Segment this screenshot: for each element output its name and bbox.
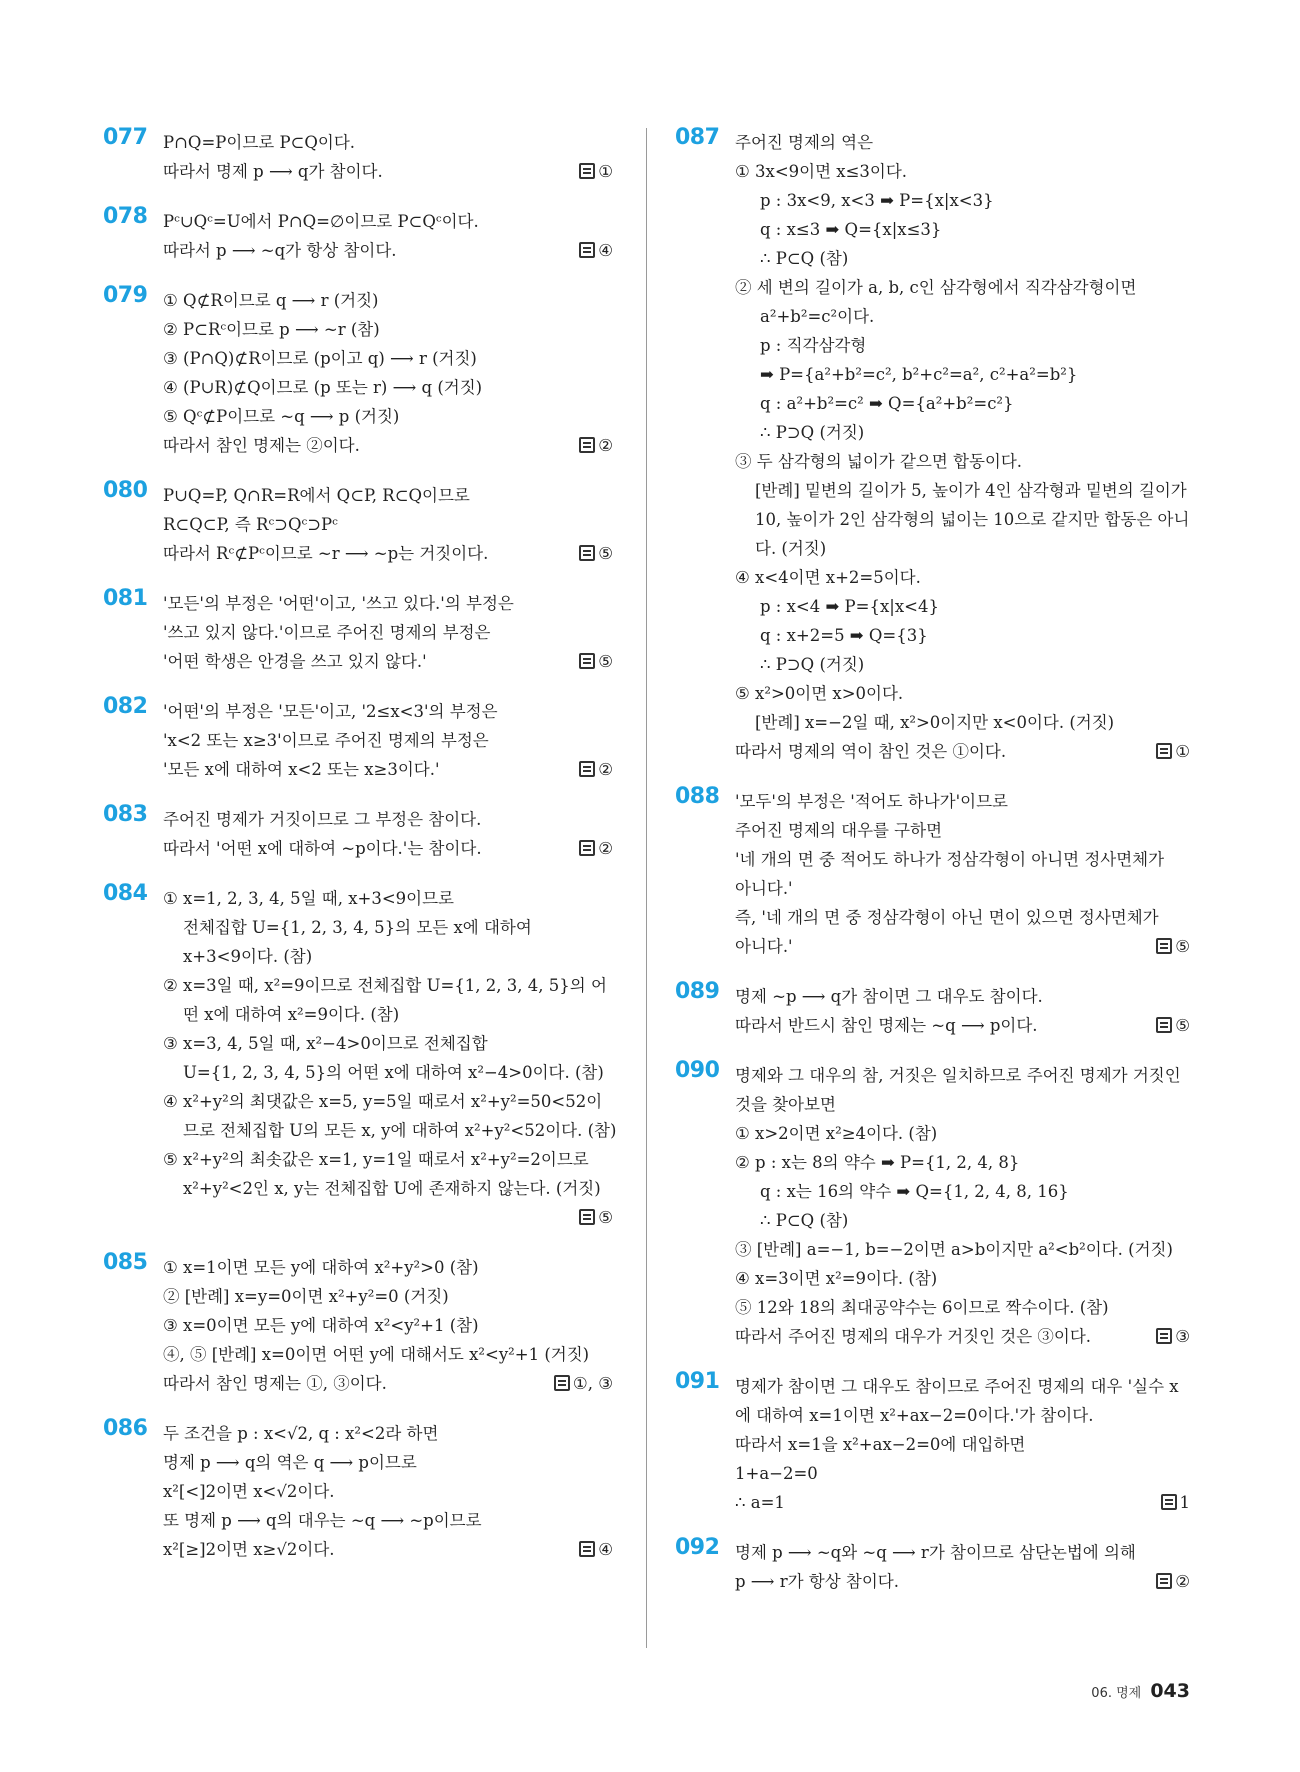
solution-line	[735, 186, 1190, 215]
problem-number: 089	[675, 979, 720, 1004]
answer-mark-icon	[579, 437, 595, 453]
answer-value: ①	[598, 162, 613, 181]
answer-value: ④	[598, 241, 613, 260]
answer-mark-icon	[554, 1375, 570, 1391]
line-text: ∴ a=1	[735, 1493, 785, 1512]
line-text: ∴ P⊂Q (참)	[760, 249, 849, 268]
answer-label	[579, 647, 613, 676]
solution-line	[163, 207, 613, 236]
line-text: ① x=1, 2, 3, 4, 5일 때, x+3<9이므로	[163, 889, 454, 908]
line-text: ③ x=3, 4, 5일 때, x²−4>0이므로 전체집합	[163, 1034, 488, 1053]
problem-number: 088	[675, 784, 720, 809]
answer-mark-icon	[579, 545, 595, 561]
line-text: ④ (P∪R)⊄Q이므로 (p 또는 r) ⟶ q (거짓)	[163, 378, 483, 397]
answer-mark-icon	[579, 653, 595, 669]
solution-line	[163, 805, 613, 834]
line-text: 주어진 명제가 거짓이므로 그 부정은 참이다.	[163, 810, 482, 829]
answer-label	[554, 1369, 613, 1398]
answer-label	[579, 755, 613, 784]
solution-line	[735, 1011, 1190, 1040]
answer-mark-icon	[579, 1541, 595, 1557]
line-text: 따라서 x=1을 x²+ax−2=0에 대입하면	[735, 1435, 1026, 1454]
solution-line	[163, 913, 613, 942]
solution-line	[163, 726, 613, 755]
line-text: 에 대하여 x=1이면 x²+ax−2=0이다.'가 참이다.	[735, 1406, 1094, 1425]
problem-079	[103, 283, 613, 460]
solution-line	[735, 215, 1190, 244]
problem-number: 091	[675, 1369, 720, 1394]
line-text: q : x+2=5 ➡ Q={3}	[760, 626, 928, 645]
line-text: [반례] x=−2일 때, x²>0이지만 x<0이다. (거짓)	[755, 713, 1115, 732]
answer-mark-icon	[1156, 1573, 1172, 1589]
solution-line	[735, 476, 1190, 505]
line-text: 따라서 '어떤 x에 대하여 ~p이다.'는 참이다.	[163, 839, 482, 858]
solution-line	[735, 1372, 1190, 1401]
line-text: 따라서 Rᶜ⊄Pᶜ이므로 ~r ⟶ ~p는 거짓이다.	[163, 544, 489, 563]
line-text: x²[≥]2이면 x≥√2이다.	[163, 1540, 335, 1559]
problem-078	[103, 204, 613, 265]
chapter-label: 06. 명제	[1091, 1686, 1142, 1701]
line-text: x²+y²<2인 x, y는 전체집합 U에 존재하지 않는다. (거짓)	[183, 1179, 601, 1198]
solution-line	[163, 647, 613, 676]
answer-label	[1156, 1011, 1190, 1040]
answer-mark-icon	[579, 163, 595, 179]
line-text: 주어진 명제의 역은	[735, 133, 874, 152]
solution-line	[163, 834, 613, 863]
answer-mark-icon	[579, 242, 595, 258]
line-text: 전체집합 U={1, 2, 3, 4, 5}의 모든 x에 대하여	[183, 918, 532, 937]
solution-line	[735, 1206, 1190, 1235]
answer-label	[579, 834, 613, 863]
problem-082	[103, 694, 613, 784]
solution-line	[735, 1322, 1190, 1351]
solution-line	[163, 884, 613, 913]
solution-line	[163, 971, 613, 1000]
solution-line	[735, 932, 1190, 961]
solution-line	[735, 708, 1190, 737]
answer-value: ⑤	[598, 1208, 613, 1227]
line-text: ④, ⑤ [반례] x=0이면 어떤 y에 대해서도 x²<y²+1 (거짓)	[163, 1345, 590, 1364]
solution-line	[735, 1488, 1190, 1517]
solution-line	[735, 505, 1190, 534]
solution-line	[735, 389, 1190, 418]
solution-line	[163, 1340, 613, 1369]
solution-line	[735, 360, 1190, 389]
line-text: ∴ P⊂Q (참)	[760, 1211, 849, 1230]
solution-line	[735, 128, 1190, 157]
solution-line	[163, 1203, 613, 1232]
line-text: 아니다.'	[735, 937, 793, 956]
answer-label	[579, 431, 613, 460]
answer-value: ⑤	[1175, 937, 1190, 956]
answer-mark-icon	[579, 761, 595, 777]
solution-line	[735, 1177, 1190, 1206]
solution-line	[163, 315, 613, 344]
line-text: 주어진 명제의 대우를 구하면	[735, 821, 943, 840]
answer-mark-icon	[1156, 743, 1172, 759]
solution-line	[735, 1119, 1190, 1148]
line-text: x+3<9이다. (참)	[183, 947, 313, 966]
line-text: ① 3x<9이면 x≤3이다.	[735, 162, 908, 181]
problem-number: 078	[103, 204, 148, 229]
problem-number: 090	[675, 1058, 720, 1083]
answer-value: ①, ③	[572, 1374, 613, 1393]
solution-line	[735, 1293, 1190, 1322]
line-text: '어떤'의 부정은 '모든'이고, '2≤x<3'의 부정은	[163, 702, 498, 721]
line-text: ④ x<4이면 x+2=5이다.	[735, 568, 921, 587]
solution-line	[735, 534, 1190, 563]
problem-087	[675, 125, 1190, 766]
solution-line	[163, 236, 613, 265]
solution-line	[163, 1282, 613, 1311]
answer-mark-icon	[1161, 1494, 1177, 1510]
solution-line	[735, 302, 1190, 331]
line-text: 따라서 반드시 참인 명제는 ~q ⟶ p이다.	[735, 1016, 1038, 1035]
problem-number: 083	[103, 802, 148, 827]
line-text: '네 개의 면 중 적어도 하나가 정삼각형이 아니면 정사면체가	[735, 850, 1165, 869]
line-text: 'x<2 또는 x≥3'이므로 주어진 명제의 부정은	[163, 731, 489, 750]
line-text: 따라서 주어진 명제의 대우가 거짓인 것은 ③이다.	[735, 1327, 1092, 1346]
solution-line	[735, 1264, 1190, 1293]
line-text: [반례] 밑변의 길이가 5, 높이가 4인 삼각형과 밑변의 길이가	[755, 481, 1187, 500]
line-text: x²[<]2이면 x<√2이다.	[163, 1482, 335, 1501]
problem-080	[103, 478, 613, 568]
answer-label	[579, 236, 613, 265]
solution-line	[163, 1506, 613, 1535]
problem-number: 084	[103, 881, 148, 906]
solution-line	[163, 1253, 613, 1282]
answer-value: ⑤	[1175, 1016, 1190, 1035]
solution-line	[735, 982, 1190, 1011]
line-text: 것을 찾아보면	[735, 1095, 836, 1114]
line-text: 따라서 참인 명제는 ①, ③이다.	[163, 1374, 387, 1393]
line-text: R⊂Q⊂P, 즉 Rᶜ⊃Qᶜ⊃Pᶜ	[163, 515, 338, 534]
line-text: 므로 전체집합 U의 모든 x, y에 대하여 x²+y²<52이다. (참)	[183, 1121, 617, 1140]
line-text: a²+b²=c²이다.	[760, 307, 875, 326]
line-text: 명제 p ⟶ q의 역은 q ⟶ p이므로	[163, 1453, 417, 1472]
solution-line	[163, 589, 613, 618]
answer-value: ③	[1175, 1327, 1190, 1346]
solution-line	[163, 539, 613, 568]
answer-mark-icon	[1156, 1328, 1172, 1344]
solution-line	[735, 1538, 1190, 1567]
problem-083	[103, 802, 613, 863]
line-text: 따라서 명제 p ⟶ q가 참이다.	[163, 162, 383, 181]
problem-091	[675, 1369, 1190, 1517]
answer-label	[1156, 1567, 1190, 1596]
problem-081	[103, 586, 613, 676]
solution-line	[163, 618, 613, 647]
solution-line	[163, 1419, 613, 1448]
solution-line	[735, 273, 1190, 302]
answer-label	[1156, 737, 1190, 766]
solution-line	[163, 481, 613, 510]
line-text: ① x=1이면 모든 y에 대하여 x²+y²>0 (참)	[163, 1258, 479, 1277]
problem-077	[103, 125, 613, 186]
line-text: 따라서 명제의 역이 참인 것은 ①이다.	[735, 742, 1007, 761]
line-text: '모두'의 부정은 '적어도 하나가'이므로	[735, 792, 1008, 811]
solution-line	[735, 679, 1190, 708]
solution-line	[735, 157, 1190, 186]
line-text: '어떤 학생은 안경을 쓰고 있지 않다.'	[163, 652, 427, 671]
line-text: 10, 높이가 2인 삼각형의 넓이는 10으로 같지만 합동은 아니	[755, 510, 1190, 529]
line-text: 떤 x에 대하여 x²=9이다. (참)	[183, 1005, 400, 1024]
answer-value: ⑤	[598, 544, 613, 563]
solution-line	[735, 816, 1190, 845]
problem-number: 092	[675, 1535, 720, 1560]
problem-number: 082	[103, 694, 148, 719]
solution-line	[735, 845, 1190, 874]
line-text: 따라서 참인 명제는 ②이다.	[163, 436, 360, 455]
left-column	[103, 125, 617, 1564]
line-text: ➡ P={a²+b²=c², b²+c²=a², c²+a²=b²}	[760, 365, 1078, 384]
solution-line	[163, 510, 613, 539]
solution-line	[735, 737, 1190, 766]
solution-line	[735, 1430, 1190, 1459]
solution-line	[735, 418, 1190, 447]
line-text: p : 3x<9, x<3 ➡ P={x|x<3}	[760, 191, 994, 210]
solution-line	[163, 942, 613, 971]
answer-value: ⑤	[598, 652, 613, 671]
line-text: ⑤ x²>0이면 x>0이다.	[735, 684, 904, 703]
line-text: Pᶜ∪Qᶜ=U에서 P∩Q=∅이므로 P⊂Qᶜ이다.	[163, 212, 479, 231]
problem-088	[675, 784, 1190, 961]
line-text: q : x는 16의 약수 ➡ Q={1, 2, 4, 8, 16}	[760, 1182, 1069, 1201]
line-text: 명제 p ⟶ ~q와 ~q ⟶ r가 참이므로 삼단논법에 의해	[735, 1543, 1136, 1562]
line-text: ④ x²+y²의 최댓값은 x=5, y=5일 때로서 x²+y²=50<52이	[163, 1092, 603, 1111]
right-column	[675, 125, 1190, 1596]
solution-line	[735, 1567, 1190, 1596]
line-text: ④ x=3이면 x²=9이다. (참)	[735, 1269, 938, 1288]
line-text: p ⟶ r가 항상 참이다.	[735, 1572, 899, 1591]
line-text: '모든'의 부정은 '어떤'이고, '쓰고 있다.'의 부정은	[163, 594, 514, 613]
answer-value: ②	[598, 436, 613, 455]
answer-label	[579, 1208, 613, 1227]
line-text: ③ 두 삼각형의 넓이가 같으면 합동이다.	[735, 452, 1023, 471]
solution-line	[163, 128, 613, 157]
line-text: 명제가 참이면 그 대우도 참이므로 주어진 명제의 대우 '실수 x	[735, 1377, 1179, 1396]
line-text: 또 명제 p ⟶ q의 대우는 ~q ⟶ ~p이므로	[163, 1511, 482, 1530]
solution-line	[163, 1174, 613, 1203]
problem-090	[675, 1058, 1190, 1351]
answer-label	[1161, 1488, 1191, 1517]
solution-line	[735, 1401, 1190, 1430]
problem-number: 085	[103, 1250, 148, 1275]
solution-line	[735, 331, 1190, 360]
problem-089	[675, 979, 1190, 1040]
line-text: ② 세 변의 길이가 a, b, c인 삼각형에서 직각삼각형이면	[735, 278, 1137, 297]
line-text: ② p : x는 8의 약수 ➡ P={1, 2, 4, 8}	[735, 1153, 1020, 1172]
answer-label	[1156, 1322, 1190, 1351]
line-text: ③ x=0이면 모든 y에 대하여 x²<y²+1 (참)	[163, 1316, 479, 1335]
solution-line	[735, 1090, 1190, 1119]
solution-line	[735, 621, 1190, 650]
problem-number: 080	[103, 478, 148, 503]
solution-line	[163, 431, 613, 460]
solution-line	[735, 563, 1190, 592]
line-text: 따라서 p ⟶ ~q가 항상 참이다.	[163, 241, 397, 260]
solution-line	[735, 1148, 1190, 1177]
answer-value: ②	[598, 760, 613, 779]
problem-number: 077	[103, 125, 148, 150]
line-text: 다. (거짓)	[755, 539, 827, 558]
line-text: ② x=3일 때, x²=9이므로 전체집합 U={1, 2, 3, 4, 5}의 어	[163, 976, 607, 995]
problem-number: 087	[675, 125, 720, 150]
solution-line	[735, 244, 1190, 273]
line-text: ② [반례] x=y=0이면 x²+y²=0 (거짓)	[163, 1287, 449, 1306]
line-text: ① x>2이면 x²≥4이다. (참)	[735, 1124, 938, 1143]
line-text: 명제 ~p ⟶ q가 참이면 그 대우도 참이다.	[735, 987, 1043, 1006]
solution-line	[163, 697, 613, 726]
line-text: q : x≤3 ➡ Q={x|x≤3}	[760, 220, 942, 239]
answer-value: 1	[1179, 1493, 1190, 1512]
line-text: 두 조건을 p : x<√2, q : x²<2라 하면	[163, 1424, 439, 1443]
problem-085	[103, 1250, 613, 1398]
column-divider	[646, 128, 647, 1648]
solution-line	[735, 447, 1190, 476]
problem-086	[103, 1416, 613, 1564]
line-text: 즉, '네 개의 면 중 정삼각형이 아닌 면이 있으면 정사면체가	[735, 908, 1159, 927]
answer-label	[1156, 932, 1190, 961]
line-text: q : a²+b²=c² ➡ Q={a²+b²=c²}	[760, 394, 1014, 413]
line-text: P∪Q=P, Q∩R=R에서 Q⊂P, R⊂Q이므로	[163, 486, 470, 505]
problem-084	[103, 881, 617, 1232]
answer-mark-icon	[579, 840, 595, 856]
solution-line	[163, 1311, 613, 1340]
line-text: 1+a−2=0	[735, 1464, 818, 1483]
page-number: 043	[1150, 1680, 1190, 1702]
solution-line	[163, 1448, 613, 1477]
solution-line	[163, 1087, 613, 1116]
line-text: p : 직각삼각형	[760, 336, 867, 355]
answer-mark-icon	[579, 1209, 595, 1225]
line-text: ⑤ 12와 18의 최대공약수는 6이므로 짝수이다. (참)	[735, 1298, 1109, 1317]
answer-label	[579, 1535, 613, 1564]
solution-line	[163, 1477, 613, 1506]
answer-value: ②	[598, 839, 613, 858]
line-text: p : x<4 ➡ P={x|x<4}	[760, 597, 939, 616]
solution-line	[163, 402, 613, 431]
answer-label	[579, 157, 613, 186]
line-text: ⑤ x²+y²의 최솟값은 x=1, y=1일 때로서 x²+y²=2이므로	[163, 1150, 589, 1169]
solution-line	[163, 1116, 617, 1145]
answer-mark-icon	[1156, 1017, 1172, 1033]
solution-line	[163, 1145, 613, 1174]
solution-line	[735, 1235, 1190, 1264]
line-text: '쓰고 있지 않다.'이므로 주어진 명제의 부정은	[163, 623, 491, 642]
problem-number: 081	[103, 586, 148, 611]
solution-line	[735, 592, 1190, 621]
solution-line	[735, 1061, 1190, 1090]
solution-line	[735, 1459, 1190, 1488]
solution-line	[735, 874, 1190, 903]
answer-value: ②	[1175, 1572, 1190, 1591]
problem-number: 086	[103, 1416, 148, 1441]
solution-line	[163, 157, 613, 186]
line-text: ② P⊂Rᶜ이므로 p ⟶ ~r (참)	[163, 320, 380, 339]
line-text: ∴ P⊃Q (거짓)	[760, 423, 865, 442]
solution-line	[163, 755, 613, 784]
solution-line	[163, 1058, 613, 1087]
solution-line	[735, 787, 1190, 816]
answer-value: ④	[598, 1540, 613, 1559]
solution-line	[735, 903, 1190, 932]
line-text: P∩Q=P이므로 P⊂Q이다.	[163, 133, 356, 152]
answer-mark-icon	[1156, 938, 1172, 954]
solution-line	[163, 1029, 613, 1058]
line-text: 명제와 그 대우의 참, 거짓은 일치하므로 주어진 명제가 거짓인	[735, 1066, 1181, 1085]
solution-line	[163, 344, 613, 373]
line-text: ∴ P⊃Q (거짓)	[760, 655, 865, 674]
solution-line	[163, 1369, 613, 1398]
answer-value: ①	[1175, 742, 1190, 761]
solution-line	[163, 286, 613, 315]
line-text: U={1, 2, 3, 4, 5}의 어떤 x에 대하여 x²−4>0이다. (참)	[183, 1063, 604, 1082]
answer-label	[579, 539, 613, 568]
solution-line	[735, 650, 1190, 679]
solution-line	[163, 373, 613, 402]
line-text: ③ [반례] a=−1, b=−2이면 a>b이지만 a²<b²이다. (거짓)	[735, 1240, 1173, 1259]
solution-line	[163, 1535, 613, 1564]
page-footer	[1091, 1680, 1190, 1702]
line-text: ⑤ Qᶜ⊄P이므로 ~q ⟶ p (거짓)	[163, 407, 400, 426]
line-text: ③ (P∩Q)⊄R이므로 (p이고 q) ⟶ r (거짓)	[163, 349, 477, 368]
line-text: ① Q⊄R이므로 q ⟶ r (거짓)	[163, 291, 379, 310]
problem-number: 079	[103, 283, 148, 308]
solution-line	[163, 1000, 613, 1029]
problem-092	[675, 1535, 1190, 1596]
line-text: '모든 x에 대하여 x<2 또는 x≥3이다.'	[163, 760, 440, 779]
line-text: 아니다.'	[735, 879, 793, 898]
